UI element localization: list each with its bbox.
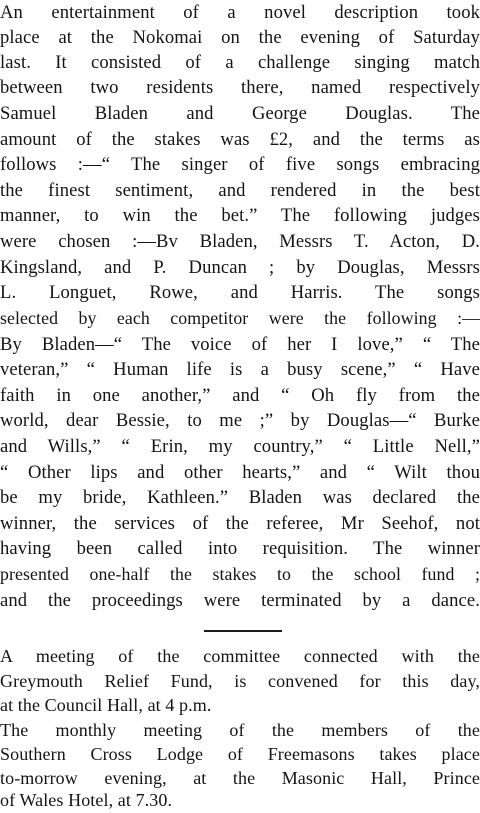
article-line: Kingsland, and P. Duncan ; by Douglas, Messrs xyxy=(0,257,480,278)
article-line: An entertainment of a novel description took xyxy=(0,2,480,23)
article-line: amount of the stakes was £2, and the terms as xyxy=(0,129,480,150)
article-line: last. It consisted of a challenge singing match xyxy=(0,52,480,73)
article-line: L. Longuet, Rowe, and Harris. The songs xyxy=(0,282,480,303)
article-line: and the proceedings were terminated by a dance. xyxy=(0,590,480,611)
article-line: selected by each competitor were the following :— xyxy=(0,308,480,328)
article-line: presented one-half the stakes to the school fund ; xyxy=(0,564,480,584)
notice-line: at the Council Hall, at 4 p.m. xyxy=(0,695,212,715)
section-divider xyxy=(204,630,282,632)
article-line: “ Other lips and other hearts,” and “ Wilt thou xyxy=(0,462,480,483)
article-line: world, dear Bessie, to me ;” by Douglas—“ Burke xyxy=(0,410,480,431)
article-line: be my bride, Kathleen.” Bladen was declared the xyxy=(0,487,480,508)
article-line: the finest sentiment, and rendered in the best xyxy=(0,180,480,201)
notice-line: Southern Cross Lodge of Freemasons takes place xyxy=(0,744,480,764)
notice-line: Greymouth Relief Fund, is convened for this day, xyxy=(0,671,480,691)
article-line: Samuel Bladen and George Douglas. The xyxy=(0,103,480,124)
article-line: were chosen :—Bv Bladen, Messrs T. Acton, D. xyxy=(0,231,480,252)
article-line: and Wills,” “ Erin, my country,” “ Little Nell,” xyxy=(0,436,480,457)
article-line: manner, to win the bet.” The following judges xyxy=(0,205,480,226)
notice-line: of Wales Hotel, at 7.30. xyxy=(0,790,173,810)
notice-line: A meeting of the committee connected with the xyxy=(0,646,480,666)
article-line: follows :—“ The singer of five songs embracing xyxy=(0,154,480,175)
article-line: By Bladen—“ The voice of her I love,” “ The xyxy=(0,334,480,355)
article-line: having been called into requisition. The winner xyxy=(0,538,480,559)
article-line: veteran,” “ Human life is a busy scene,” “ Have xyxy=(0,359,480,380)
article-line: faith in one another,” and “ Oh fly from the xyxy=(0,385,480,406)
article-line: winner, the services of the referee, Mr Seehof, not xyxy=(0,513,480,534)
article-line: between two residents there, named respectively xyxy=(0,77,480,98)
notice-line: to-morrow evening, at the Masonic Hall, Prince xyxy=(0,768,480,788)
notice-line: The monthly meeting of the members of the xyxy=(0,720,480,740)
article-line: place at the Nokomai on the evening of Saturday xyxy=(0,27,480,48)
